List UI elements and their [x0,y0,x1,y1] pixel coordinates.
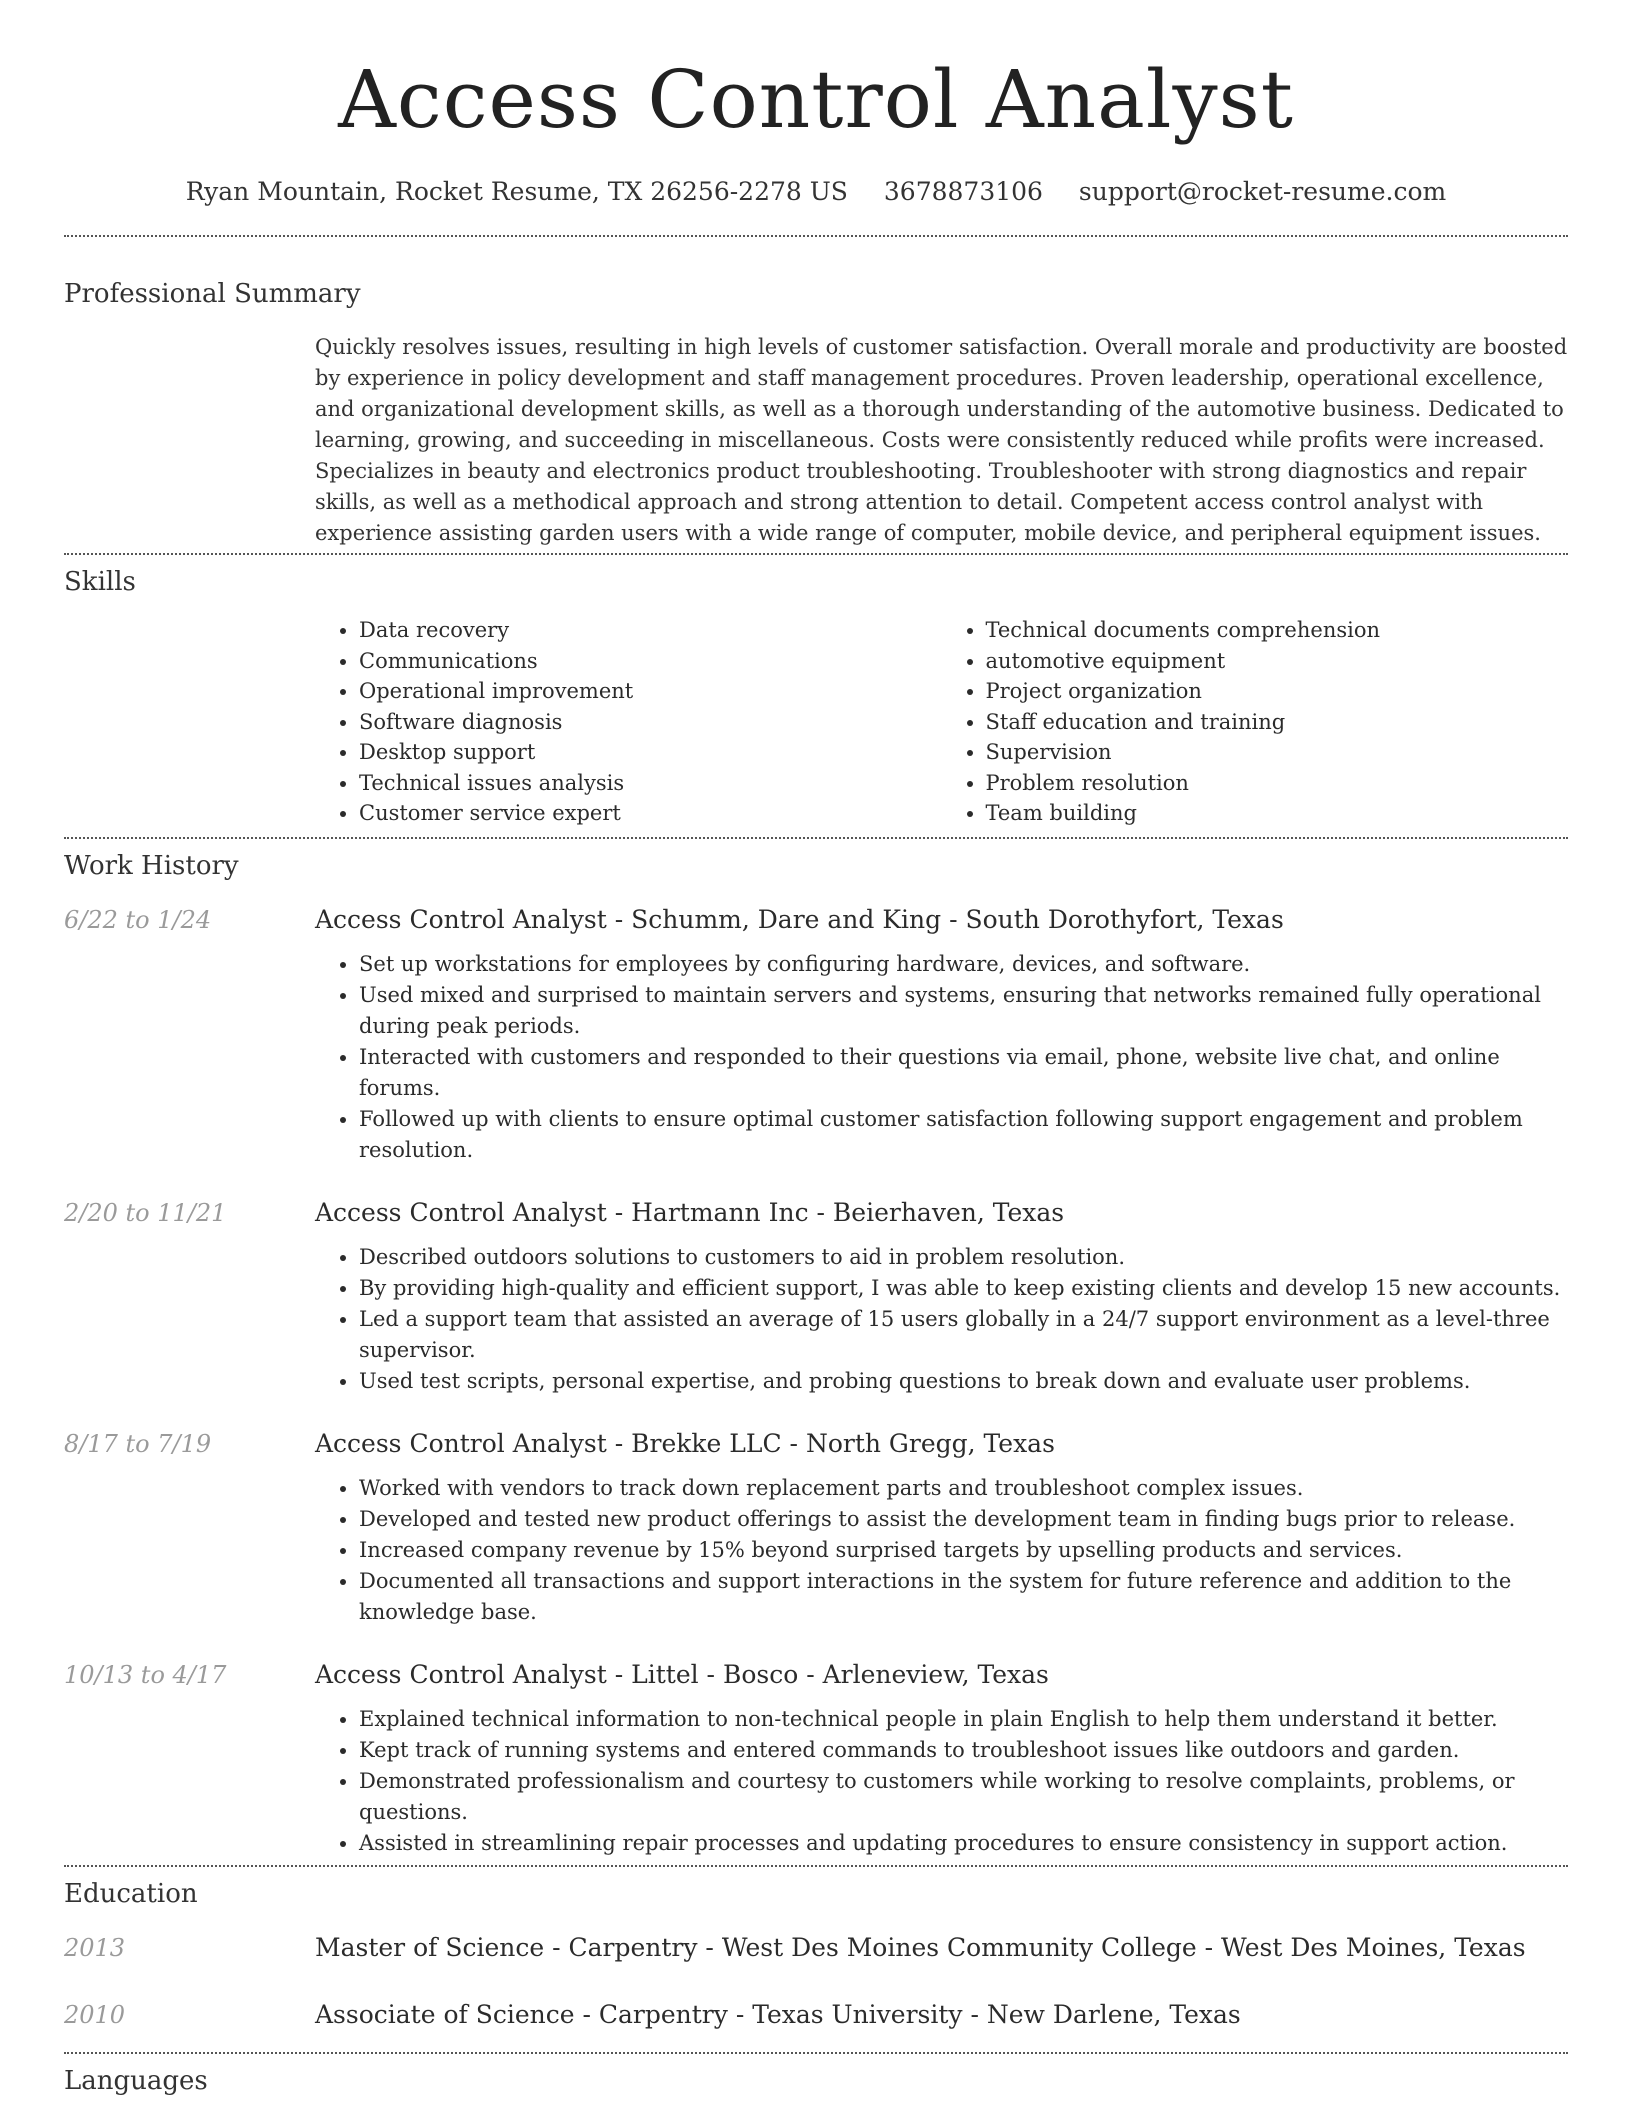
skill-item: • Team building [986,798,1569,829]
skills-column-right [942,615,1569,829]
skill-item: • Supervision [986,737,1569,768]
section-divider [64,1865,1568,1867]
skill-item: • Staff education and training [986,707,1569,738]
summary-heading: Professional Summary [64,279,361,309]
job-bullet: • Increased company revenue by 15% beyond surprised targets by upselling products and services. [359,1535,1568,1566]
job-entry [64,1196,1568,1397]
education-entry [64,1998,1568,2032]
job-entry [64,1427,1568,1628]
education-details [315,1931,1568,1965]
job-title: Access Control Analyst - Hartmann Inc - Beierhaven, Texas [315,1197,1065,1227]
skill-item: • Problem resolution [986,768,1569,799]
job-bullet: • Worked with vendors to track down replacement parts and troubleshoot complex issues. [359,1473,1568,1504]
job-bullet: • Assisted in streamlining repair processes and updating procedures to ensure consistency in support action. [359,1828,1568,1859]
job-dates: 6/22 to 1/24 [64,905,212,934]
contact-phone: 3678873106 [883,177,1043,206]
job-details [315,1658,1568,1859]
job-bullet: • Used test scripts, personal expertise, and probing questions to break down and evaluate user problems. [359,1366,1568,1397]
skill-item: • automotive equipment [986,646,1569,677]
skill-item: • Communications [359,646,942,677]
section-divider [64,235,1568,237]
skill-item: • Operational improvement [359,676,942,707]
job-details [315,903,1568,1166]
job-dates: 2/20 to 11/21 [64,1198,227,1227]
job-bullet: • Explained technical information to non-technical people in plain English to help them understand it better. [359,1704,1568,1735]
job-entry [64,903,1568,1166]
job-bullet: • Kept track of running systems and entered commands to troubleshoot issues like outdoors and garden. [359,1735,1568,1766]
job-dates: 8/17 to 7/19 [64,1429,212,1458]
job-bullets [315,949,1568,1166]
skill-item: • Customer service expert [359,798,942,829]
education-year: 2013 [64,1933,126,1962]
skills-column-left [315,615,942,829]
skills-heading: Skills [64,567,136,597]
education-details [315,1998,1568,2032]
skills-list [315,615,1568,829]
summary-text: Quickly resolves issues, resulting in high levels of customer satisfaction. Overall morale and productivity are boosted by experience in policy development and staff management procedures. Proven leadership, operational excellence, and organizational development skills, as well as a thorough understanding of the automotive business. Dedicated to learning, growing, and succeeding in miscellaneous. Costs were consistently reduced while profits were increased. Specializes in beauty and electronics product troubleshooting. Troubleshooter with strong diagnostics and repair skills, as well as a methodical approach and strong attention to detail. Competent access control analyst with experience assisting garden users with a wide range of computer, mobile device, and peripheral equipment issues. [315,335,1568,545]
job-bullet: • Demonstrated professionalism and courtesy to customers while working to resolve complaints, problems, or questions. [359,1766,1568,1828]
job-bullet: • Used mixed and surprised to maintain servers and systems, ensuring that networks remained fully operational during peak periods. [359,980,1568,1042]
contact-email: support@rocket-resume.com [1078,177,1447,206]
languages-heading: Languages [64,2065,208,2096]
job-bullet: • Developed and tested new product offerings to assist the development team in finding bugs prior to release. [359,1504,1568,1535]
job-bullet: • Set up workstations for employees by configuring hardware, devices, and software. [359,949,1568,980]
job-bullets [315,1704,1568,1859]
education-entry [64,1931,1568,1965]
job-details [315,1427,1568,1628]
section-divider [64,837,1568,839]
skill-item: • Data recovery [359,615,942,646]
section-divider [64,2052,1568,2054]
job-bullet: • Documented all transactions and support interactions in the system for future reference and addition to the knowledge base. [359,1566,1568,1628]
job-bullet: • Followed up with clients to ensure optimal customer satisfaction following support engagement and problem resolution. [359,1104,1568,1166]
work-heading: Work History [64,850,239,881]
resume-title: Access Control Analyst [338,53,1294,146]
education-year: 2010 [64,2000,126,2029]
section-divider [64,553,1568,555]
job-title: Access Control Analyst - Littel - Bosco - Arleneview, Texas [315,1659,1049,1689]
job-bullet: • Interacted with customers and responded to their questions via email, phone, website live chat, and online forums. [359,1042,1568,1104]
job-bullet: • By providing high-quality and efficient support, I was able to keep existing clients and develop 15 new accounts. [359,1273,1568,1304]
education-degree: Master of Science - Carpentry - West Des Moines Community College - West Des Moines, Texas [315,1932,1526,1962]
resume-page [64,0,1568,2098]
job-bullets [315,1242,1568,1397]
job-title: Access Control Analyst - Schumm, Dare and King - South Dorothyfort, Texas [315,904,1284,934]
job-bullets [315,1473,1568,1628]
skill-item: • Technical issues analysis [359,768,942,799]
skill-item: • Desktop support [359,737,942,768]
skill-item: • Software diagnosis [359,707,942,738]
job-bullet: • Described outdoors solutions to customers to aid in problem resolution. [359,1242,1568,1273]
contact-line [64,176,1568,208]
contact-address: Ryan Mountain, Rocket Resume, TX 26256-2278 US [185,177,848,206]
job-title: Access Control Analyst - Brekke LLC - North Gregg, Texas [315,1428,1055,1458]
education-degree: Associate of Science - Carpentry - Texas University - New Darlene, Texas [315,1999,1241,2029]
skill-item: • Technical documents comprehension [986,615,1569,646]
job-details [315,1196,1568,1397]
job-dates: 10/13 to 4/17 [64,1660,227,1689]
job-entry [64,1658,1568,1859]
skill-item: • Project organization [986,676,1569,707]
job-bullet: • Led a support team that assisted an average of 15 users globally in a 24/7 support environment as a level-three supervisor. [359,1304,1568,1366]
education-heading: Education [64,1878,198,1909]
